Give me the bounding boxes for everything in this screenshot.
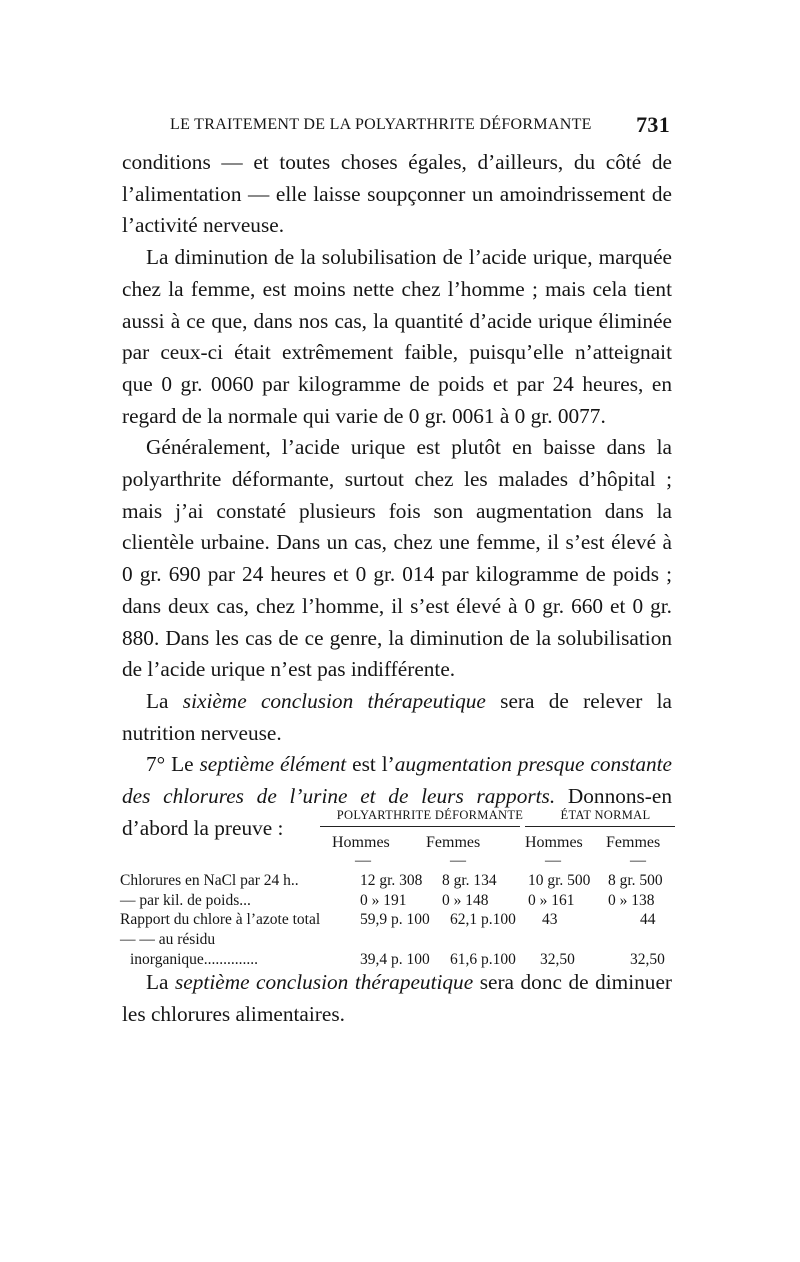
column-dash: — [450, 852, 466, 869]
column-dash: — [545, 852, 561, 869]
table-cell: 44 [640, 911, 656, 928]
text-run: sera de relever la nutrition nerveuse. [122, 688, 672, 745]
table-cell: 39,4 p. 100 [360, 951, 430, 968]
brace-rule [525, 826, 675, 833]
table-row [120, 872, 680, 894]
page-number: 731 [636, 112, 670, 137]
table-cell: 32,50 [540, 951, 575, 968]
row-label: Chlorures en NaCl par 24 h.. [120, 872, 299, 889]
table-cell: 43 [542, 911, 558, 928]
text-run: 7° Le [146, 752, 200, 777]
text-run: sera donc de diminuer les chlorures alimentaires. [122, 970, 672, 1026]
text-run: La [146, 970, 176, 994]
column-dash: — [630, 852, 646, 869]
italic-run: septième conclusion thérapeutique [175, 970, 474, 994]
row-label: — par kil. de poids... [120, 892, 251, 909]
running-title: LE TRAITEMENT DE LA POLYARTHRITE DÉFORMANTE [170, 116, 592, 133]
text-run: La [146, 688, 183, 713]
column-header: Hommes [525, 834, 583, 851]
table-cell: 59,9 p. 100 [360, 911, 430, 928]
table-cell: 0 » 161 [528, 892, 575, 909]
closing-text [122, 967, 672, 1030]
table-cell: 0 » 148 [442, 892, 489, 909]
text-run: Donnons-en d’abord la preuve : [122, 784, 673, 840]
table-row [120, 911, 680, 933]
table-cell: 62,1 p.100 [450, 911, 516, 928]
paragraph-6 [122, 967, 672, 1030]
italic-run: septième élément [199, 752, 347, 777]
table-cell: 32,50 [630, 951, 665, 968]
column-header: Femmes [606, 834, 661, 851]
column-header: Femmes [426, 834, 481, 851]
column-dash: — [355, 852, 371, 869]
brace-rule [320, 826, 520, 833]
table-cell: 61,6 p.100 [450, 951, 516, 968]
italic-run: augmentation presque constante des chlorures de l’urine et de leurs rapports. [122, 752, 672, 809]
paragraph-4 [122, 686, 672, 749]
group-header-polyarthrite: POLYARTHRITE DÉFORMANTE [336, 808, 524, 822]
table-cell: 12 gr. 308 [360, 872, 423, 889]
group-header-normal: ÉTAT NORMAL [560, 808, 651, 822]
paragraph-1: conditions — et toutes choses égales, d’ailleurs, du côté de l’alimentation — elle laisse soupçonner un amoindrissement de l’activité nerveuse. [122, 150, 672, 238]
table-cell: 10 gr. 500 [528, 872, 591, 889]
paragraph-3: Généralement, l’acide urique est plutôt en baisse dans la polyarthrite déformante, surtout chez les malades d’hôpital ; mais j’ai constaté plusieurs fois son augmentation dans la clientèle urbaine. Dans un cas, chez une femme, il s’est élevé à 0 gr. 690 par 24 heures et 0 gr. 014 par kilogramme de poids ; dans deux cas, chez l’homme, il s’est élevé à 0 gr. 660 et 0 gr. 880. Dans les cas de ce genre, la diminution de la solubilisation de l’acide urique n’est pas indifférente. [122, 435, 672, 682]
table-cell: 8 gr. 134 [442, 872, 497, 889]
table-row [120, 931, 680, 953]
row-label: — — au résidu [120, 931, 216, 948]
table-cell: 8 gr. 500 [608, 872, 663, 889]
row-label: Rapport du chlore à l’azote total [120, 911, 321, 928]
body-text [122, 147, 672, 844]
table-cell: 0 » 138 [608, 892, 655, 909]
italic-run: sixième conclusion thérapeutique [182, 688, 486, 713]
row-label: inorganique.............. [130, 951, 259, 968]
text-run: est l’ [346, 752, 395, 777]
column-header: Hommes [332, 834, 390, 851]
paragraph-2: La diminution de la solubilisation de l’acide urique, marquée chez la femme, est moins nette chez l’homme ; mais cela tient aussi à ce que, dans nos cas, la quantité d’acide urique éliminée par ceux-ci était extrêmement faible, puisqu’elle n’atteignait que 0 gr. 0060 par kilogramme de poids et par 24 heures, en regard de la normale qui varie de 0 gr. 0061 à 0 gr. 0077. [122, 245, 672, 428]
table-cell: 0 » 191 [360, 892, 407, 909]
